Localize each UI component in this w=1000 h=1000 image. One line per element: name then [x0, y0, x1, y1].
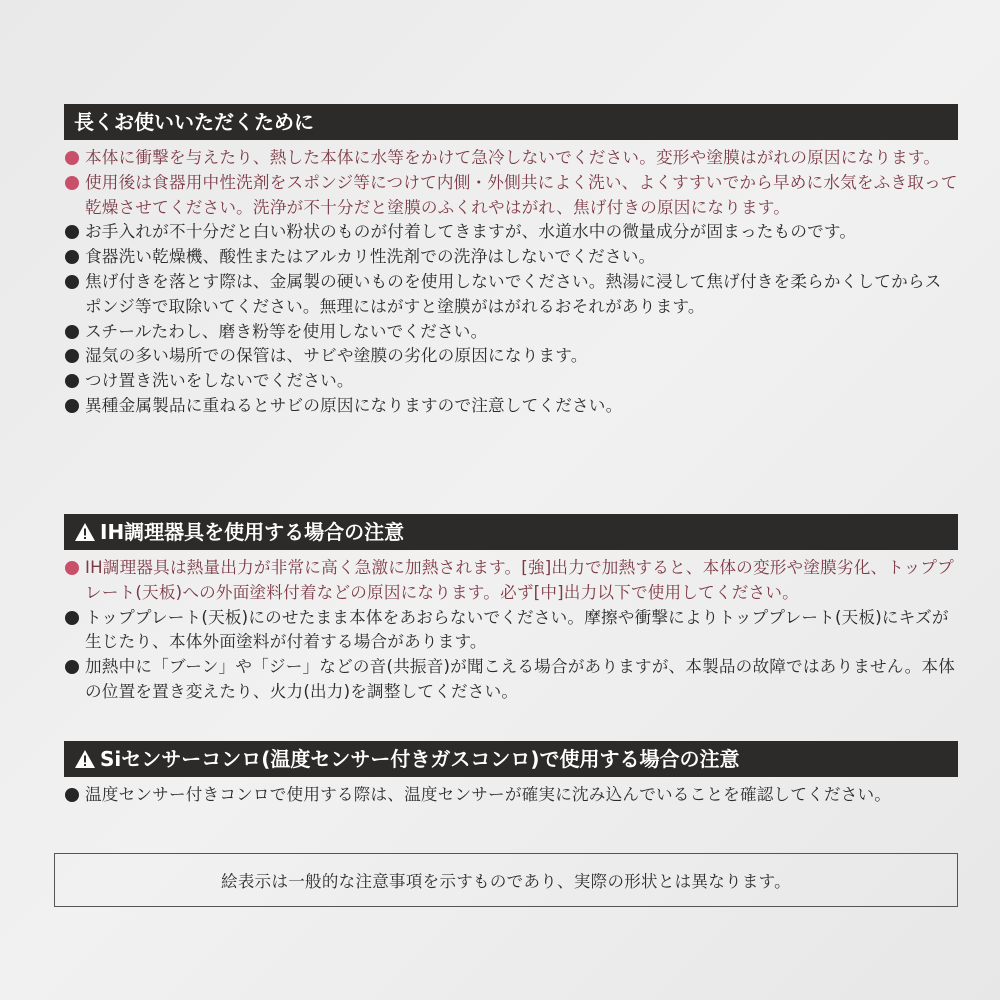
section-header: [64, 741, 958, 777]
footer-note: 絵表示は一般的な注意事項を示すものであり、実際の形状とは異なります。: [54, 853, 958, 907]
bullet-dot-icon: [65, 660, 79, 674]
list-item-text: 使用後は食器用中性洗剤をスポンジ等につけて内側・外側共によく洗い、よくすすいでから早めに水気をふき取って乾燥させてください。洗浄が不十分だと塗膜のふくれやはがれ、焦げ付きの原因になります。: [85, 172, 958, 217]
warning-triangle-icon: [74, 522, 96, 542]
list-item-text: お手入れが不十分だと白い粉状のものが付着してきますが、水道水中の微量成分が固まったものです。: [85, 222, 857, 242]
bullet-dot-icon: [65, 176, 79, 190]
list-item: [64, 606, 958, 656]
list-item: [64, 369, 958, 394]
section-ih-caution: [64, 514, 958, 705]
list-item: [64, 171, 958, 221]
list-item-text: 温度センサー付きコンロで使用する際は、温度センサーが確実に沈み込んでいることを確認してください。: [85, 785, 892, 804]
bullet-dot-icon: [65, 374, 79, 388]
list-item-text: 加熱中に「ブーン」や「ジー」などの音(共振音)が聞こえる場合がありますが、本製品の故障ではありません。本体の位置を置き変えたり、火力(出力)を調整してください。: [85, 657, 955, 701]
item-list: [64, 146, 958, 419]
bullet-dot-icon: [65, 611, 79, 625]
item-list: [64, 783, 958, 808]
list-item-text: 食器洗い乾燥機、酸性またはアルカリ性洗剤での洗浄はしないでください。: [85, 247, 656, 267]
warning-triangle-icon: [74, 749, 96, 769]
list-item-text: 異種金属製品に重ねるとサビの原因になりますので注意してください。: [85, 395, 623, 415]
list-item-text: つけ置き洗いをしないでください。: [85, 371, 354, 391]
section-title: IH調理器具を使用する場合の注意: [100, 520, 405, 544]
bullet-dot-icon: [65, 275, 79, 289]
list-item: [64, 556, 958, 606]
bullet-dot-icon: [65, 225, 79, 239]
list-item-text: 本体に衝撃を与えたり、熱した本体に水等をかけて急冷しないでください。変形や塗膜はがれの原因になります。: [85, 148, 941, 167]
bullet-dot-icon: [65, 399, 79, 413]
list-item: [64, 245, 958, 270]
list-item-text: 焦げ付きを落とす際は、金属製の硬いものを使用しないでください。熱湯に浸して焦げ付きを柔らかくしてからスポンジ等で取除いてください。無理にはがすと塗膜がはがれるおそれがあります。: [85, 271, 942, 316]
list-item-text: 湿気の多い場所での保管は、サビや塗膜の劣化の原因になります。: [85, 346, 588, 366]
section-header: [64, 514, 958, 550]
bullet-dot-icon: [65, 349, 79, 363]
section-si-sensor-caution: [64, 741, 958, 808]
list-item: [64, 270, 958, 320]
list-item-text: トッププレート(天板)にのせたまま本体をあおらないでください。摩擦や衝撃によりトッププレート(天板)にキズが生じたり、本体外面塗料が付着する場合があります。: [85, 607, 949, 652]
list-item: [64, 655, 958, 705]
bullet-dot-icon: [65, 250, 79, 264]
list-item-text: スチールたわし、磨き粉等を使用しないでください。: [85, 321, 488, 341]
list-item: [64, 220, 958, 245]
bullet-dot-icon: [65, 788, 79, 802]
section-long-use: [64, 104, 958, 419]
list-item: [64, 146, 958, 171]
list-item: [64, 320, 958, 345]
section-title: 長くお使いいただくために: [74, 110, 314, 134]
bullet-dot-icon: [65, 151, 79, 165]
list-item: [64, 783, 958, 808]
section-title: Siセンサーコンロ(温度センサー付きガスコンロ)で使用する場合の注意: [100, 747, 740, 771]
list-item-text: IH調理器具は熱量出力が非常に高く急激に加熱されます。[強]出力で加熱すると、本体の変形や塗膜劣化、トッププレート(天板)への外面塗料付着などの原因になります。必ず[中]出力以下で使用してください。: [85, 558, 954, 602]
bullet-dot-icon: [65, 561, 79, 575]
list-item: [64, 344, 958, 369]
list-item: [64, 394, 958, 419]
item-list: [64, 556, 958, 705]
section-header: [64, 104, 958, 140]
bullet-dot-icon: [65, 325, 79, 339]
